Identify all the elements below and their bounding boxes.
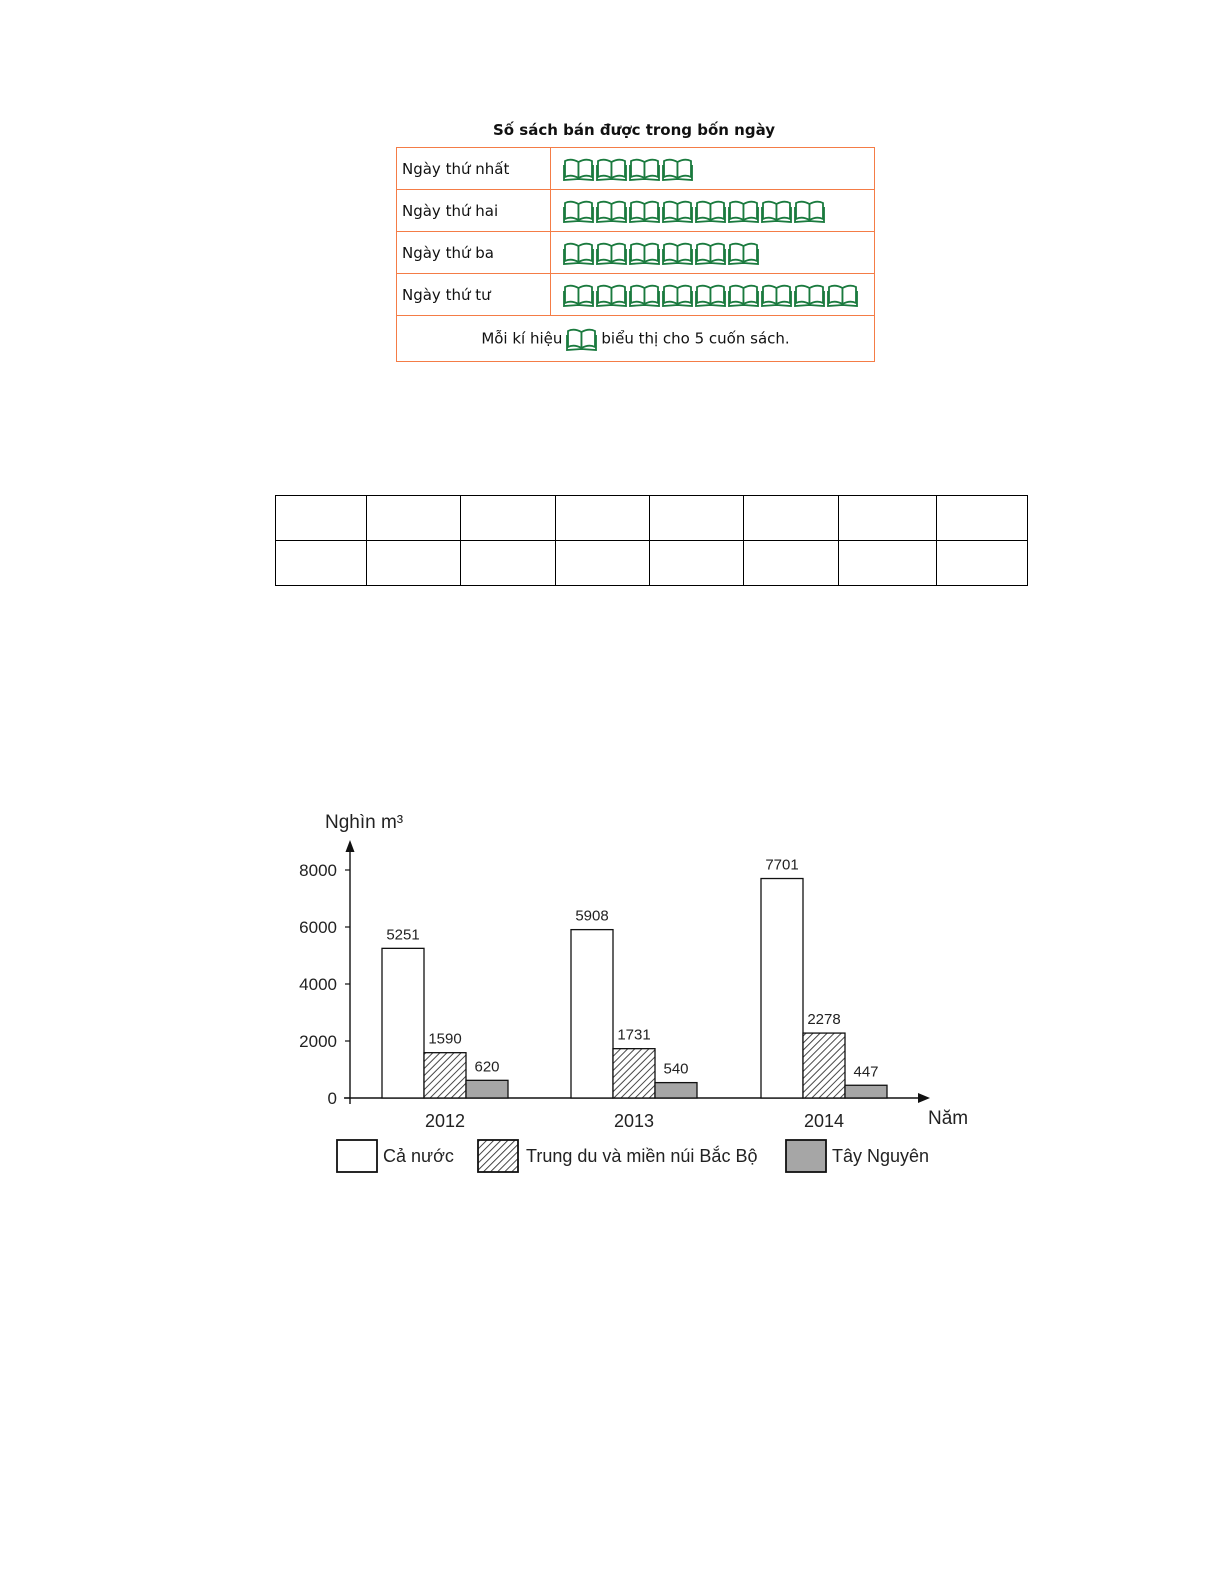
note-text-before: Mỗi kí hiệu xyxy=(481,329,563,347)
legend-label: Tây Nguyên xyxy=(832,1146,930,1166)
bar-value-label: 1731 xyxy=(617,1026,651,1044)
x-tick-label: 2014 xyxy=(803,1111,845,1131)
bar-value-label: 540 xyxy=(663,1060,689,1078)
legend-swatch xyxy=(337,1140,377,1172)
day-label: Ngày thứ nhất xyxy=(397,148,551,190)
y-tick-label: 8000 xyxy=(299,861,337,880)
bar-value-label: 620 xyxy=(474,1058,500,1076)
y-axis-arrow-icon xyxy=(346,840,355,852)
y-axis-label: Nghìn m³ xyxy=(325,812,404,833)
pictograph-title: Số sách bán được trong bốn ngày xyxy=(492,121,776,139)
x-tick-label: 2013 xyxy=(613,1111,655,1131)
bar xyxy=(571,930,613,1098)
bar xyxy=(803,1033,845,1098)
legend-swatch xyxy=(478,1140,518,1172)
bar xyxy=(845,1085,887,1098)
bar xyxy=(761,879,803,1098)
bar-value-label: 2278 xyxy=(807,1011,841,1029)
legend-swatch xyxy=(786,1140,826,1172)
y-tick-label: 6000 xyxy=(299,918,337,937)
legend-label: Trung du và miền núi Bắc Bộ xyxy=(526,1146,758,1166)
legend-label: Cả nước xyxy=(383,1146,454,1166)
bar xyxy=(655,1083,697,1098)
bar xyxy=(424,1053,466,1098)
bar-value-label: 1590 xyxy=(428,1030,462,1048)
y-tick-label: 0 xyxy=(327,1089,337,1108)
x-axis-label: Năm xyxy=(928,1108,969,1129)
x-tick-label: 2012 xyxy=(424,1111,466,1131)
bar xyxy=(613,1049,655,1098)
day-label: Ngày thứ hai xyxy=(397,190,551,232)
chart-group xyxy=(299,812,968,1172)
y-tick-label: 2000 xyxy=(299,1032,337,1051)
note-text-after: biểu thị cho 5 cuốn sách. xyxy=(601,329,790,347)
bar-value-label: 5251 xyxy=(386,926,420,944)
bar xyxy=(466,1080,508,1098)
bar-value-label: 447 xyxy=(853,1063,879,1081)
bar-value-label: 7701 xyxy=(765,856,799,874)
y-tick-label: 4000 xyxy=(299,975,337,994)
x-axis-arrow-icon xyxy=(918,1093,930,1103)
bar-value-label: 5908 xyxy=(575,907,609,925)
day-label: Ngày thứ tư xyxy=(397,274,551,316)
day-label: Ngày thứ ba xyxy=(397,232,551,274)
bar xyxy=(382,948,424,1098)
